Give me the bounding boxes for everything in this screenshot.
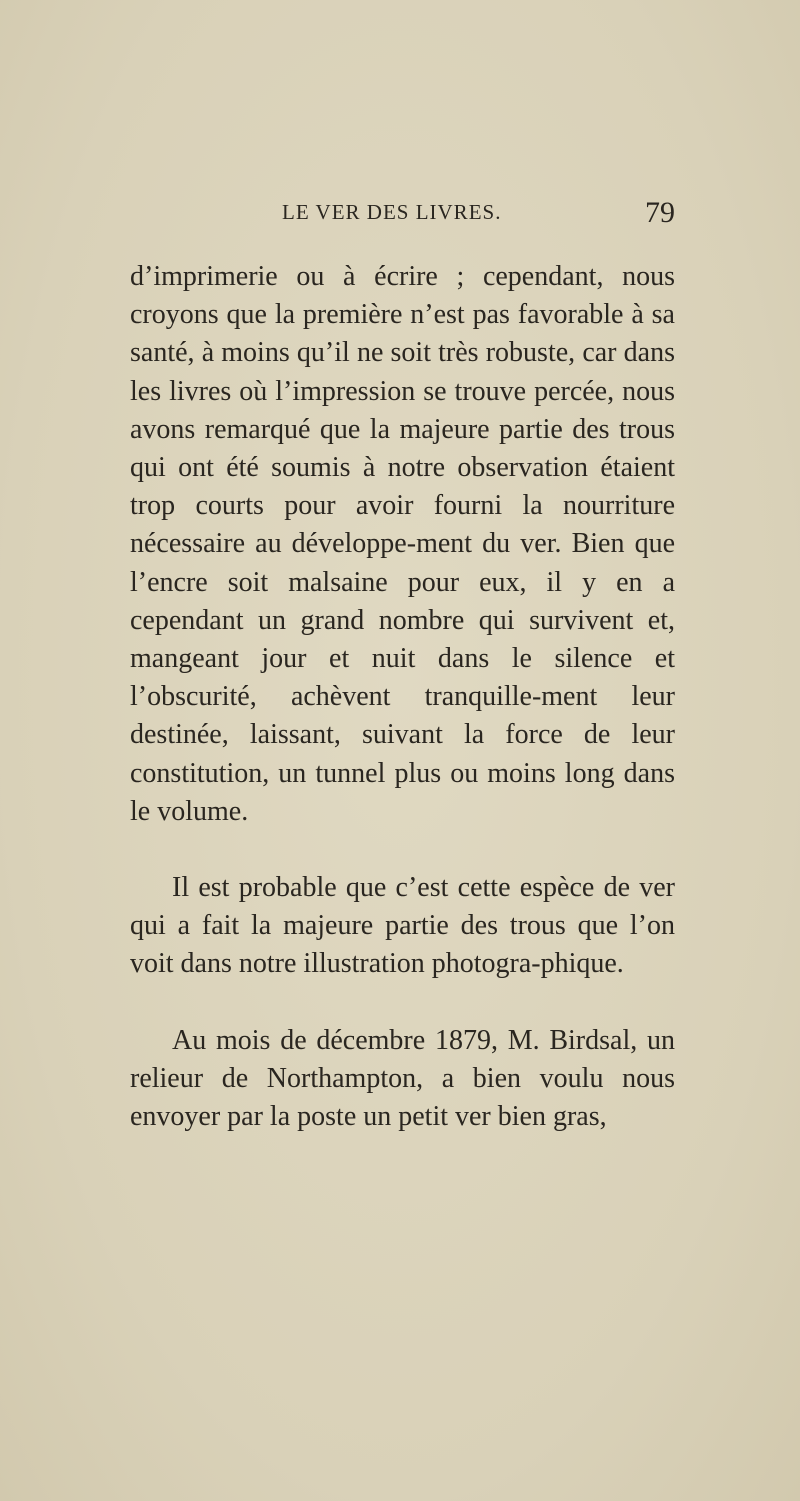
paragraph: Au mois de décembre 1879, M. Birdsal, un relieur de Northampton, a bien voulu nous envoyer par la poste un petit ver bien gras, [130, 1024, 675, 1133]
running-head [130, 196, 675, 240]
running-title: LE VER DES LIVRES. [282, 200, 502, 224]
paragraph: d’imprimerie ou à écrire ; cependant, nous croyons que la première n’est pas favorable à sa santé, à moins qu’il ne soit très robuste, car dans les livres où l’impression se trouve percée, nous avons remarqué que la majeure partie des trous qui ont été soumis à notre observation étaient trop courts pour avoir fourni la nourriture nécessaire au développe-ment du ver. Bien que l’encre soit malsaine pour eux, il y en a cependant un grand nombre qui survivent et, mangeant jour et nuit dans le silence et l’obscurité, achèvent tranquille-ment leur destinée, laissant, suivant la force de leur constitution, un tunnel plus ou moins long dans le volume. [130, 261, 675, 827]
paragraph: Il est probable que c’est cette espèce de ver qui a fait la majeure partie des trous que l’on voit dans notre illustration photogra-phique. [130, 872, 675, 980]
page-number: 79 [645, 196, 675, 229]
text-block [130, 258, 675, 1136]
